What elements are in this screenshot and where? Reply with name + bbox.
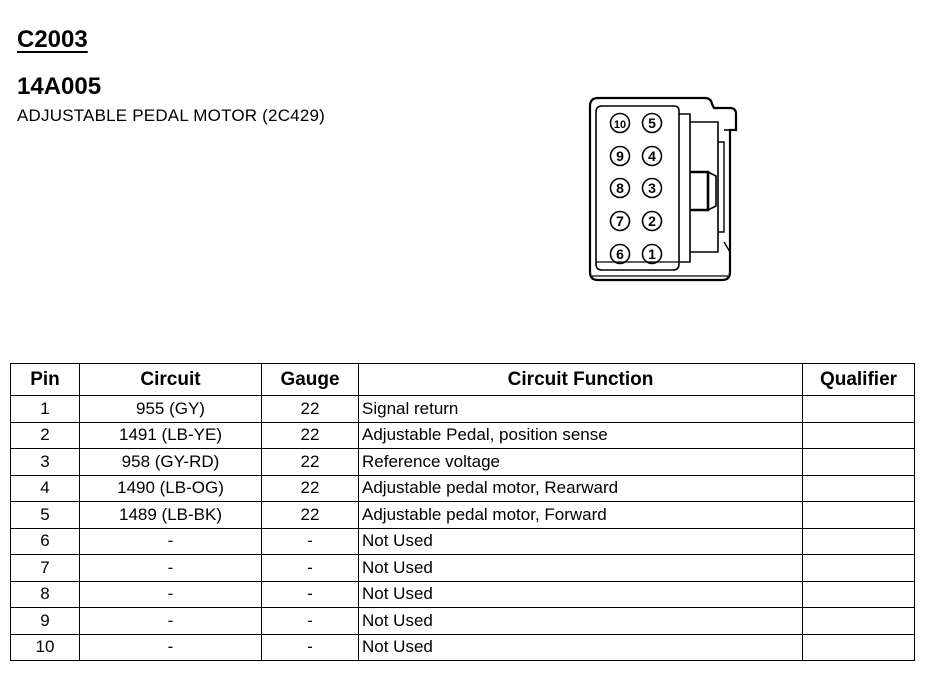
cell-pin: 5 — [11, 502, 80, 529]
cell-qualifier — [803, 475, 915, 502]
cell-gauge: 22 — [262, 449, 359, 476]
cell-function: Reference voltage — [359, 449, 803, 476]
cell-circuit: 1489 (LB-BK) — [80, 502, 262, 529]
cell-function: Adjustable pedal motor, Rearward — [359, 475, 803, 502]
cell-function: Adjustable Pedal, position sense — [359, 422, 803, 449]
cell-qualifier — [803, 396, 915, 423]
cell-pin: 8 — [11, 581, 80, 608]
cell-qualifier — [803, 449, 915, 476]
connector-pin-label: 5 — [648, 115, 656, 131]
connector-pin-label: 9 — [616, 148, 624, 164]
connector-pin — [611, 245, 630, 264]
connector-pin-label: 7 — [616, 213, 624, 229]
column-header-function: Circuit Function — [359, 364, 803, 396]
connector-pin — [611, 179, 630, 198]
cell-function: Not Used — [359, 608, 803, 635]
connector-lock-tab — [690, 172, 708, 210]
table-row — [11, 581, 915, 608]
cell-qualifier — [803, 581, 915, 608]
cell-pin: 6 — [11, 528, 80, 555]
cell-gauge: - — [262, 608, 359, 635]
cell-gauge: 22 — [262, 422, 359, 449]
cell-gauge: - — [262, 634, 359, 661]
cell-circuit: - — [80, 581, 262, 608]
cell-function: Signal return — [359, 396, 803, 423]
cell-function: Not Used — [359, 528, 803, 555]
connector-pin-label: 3 — [648, 180, 656, 196]
cell-qualifier — [803, 528, 915, 555]
pinout-table — [10, 363, 915, 661]
connector-face-diagram — [578, 92, 744, 284]
cell-circuit: - — [80, 608, 262, 635]
cell-circuit: - — [80, 634, 262, 661]
cell-pin: 10 — [11, 634, 80, 661]
cell-qualifier — [803, 608, 915, 635]
table-row — [11, 555, 915, 582]
cell-circuit: 958 (GY-RD) — [80, 449, 262, 476]
cell-gauge: 22 — [262, 502, 359, 529]
cell-function: Adjustable pedal motor, Forward — [359, 502, 803, 529]
column-header-circuit: Circuit — [80, 364, 262, 396]
component-description: ADJUSTABLE PEDAL MOTOR (2C429) — [17, 106, 325, 125]
connector-pin-label: 8 — [616, 180, 624, 196]
cell-gauge: - — [262, 528, 359, 555]
table-row — [11, 449, 915, 476]
cell-pin: 2 — [11, 422, 80, 449]
cell-gauge: - — [262, 555, 359, 582]
connector-pin — [611, 114, 630, 133]
connector-pin — [611, 147, 630, 166]
cell-circuit: - — [80, 555, 262, 582]
cell-gauge: - — [262, 581, 359, 608]
cell-gauge: 22 — [262, 475, 359, 502]
cell-function: Not Used — [359, 634, 803, 661]
table-row — [11, 422, 915, 449]
cell-function: Not Used — [359, 555, 803, 582]
cell-circuit: 1491 (LB-YE) — [80, 422, 262, 449]
connector-pin-label: 10 — [613, 119, 627, 131]
connector-pin-label: 2 — [648, 213, 656, 229]
part-number: 14A005 — [17, 73, 102, 100]
column-header-gauge: Gauge — [262, 364, 359, 396]
cell-pin: 1 — [11, 396, 80, 423]
cell-qualifier — [803, 634, 915, 661]
cell-pin: 4 — [11, 475, 80, 502]
cell-function: Not Used — [359, 581, 803, 608]
connector-pin — [643, 114, 662, 133]
connector-pin-label: 1 — [648, 246, 656, 262]
table-row — [11, 528, 915, 555]
cell-pin: 7 — [11, 555, 80, 582]
column-header-qualifier: Qualifier — [803, 364, 915, 396]
table-row — [11, 502, 915, 529]
table-row — [11, 608, 915, 635]
connector-id: C2003 — [17, 26, 88, 53]
cell-circuit: 955 (GY) — [80, 396, 262, 423]
cell-qualifier — [803, 422, 915, 449]
connector-pin-label: 6 — [616, 246, 624, 262]
connector-pin — [611, 212, 630, 231]
connector-pin — [643, 179, 662, 198]
cell-gauge: 22 — [262, 396, 359, 423]
connector-pin — [643, 245, 662, 264]
cell-qualifier — [803, 555, 915, 582]
table-row — [11, 475, 915, 502]
cell-pin: 3 — [11, 449, 80, 476]
table-row — [11, 396, 915, 423]
connector-pin — [643, 147, 662, 166]
cell-circuit: 1490 (LB-OG) — [80, 475, 262, 502]
cell-qualifier — [803, 502, 915, 529]
column-header-pin: Pin — [11, 364, 80, 396]
cell-circuit: - — [80, 528, 262, 555]
connector-pin-label: 4 — [648, 148, 656, 164]
cell-pin: 9 — [11, 608, 80, 635]
table-row — [11, 634, 915, 661]
table-header-row — [11, 364, 915, 396]
connector-pin — [643, 212, 662, 231]
